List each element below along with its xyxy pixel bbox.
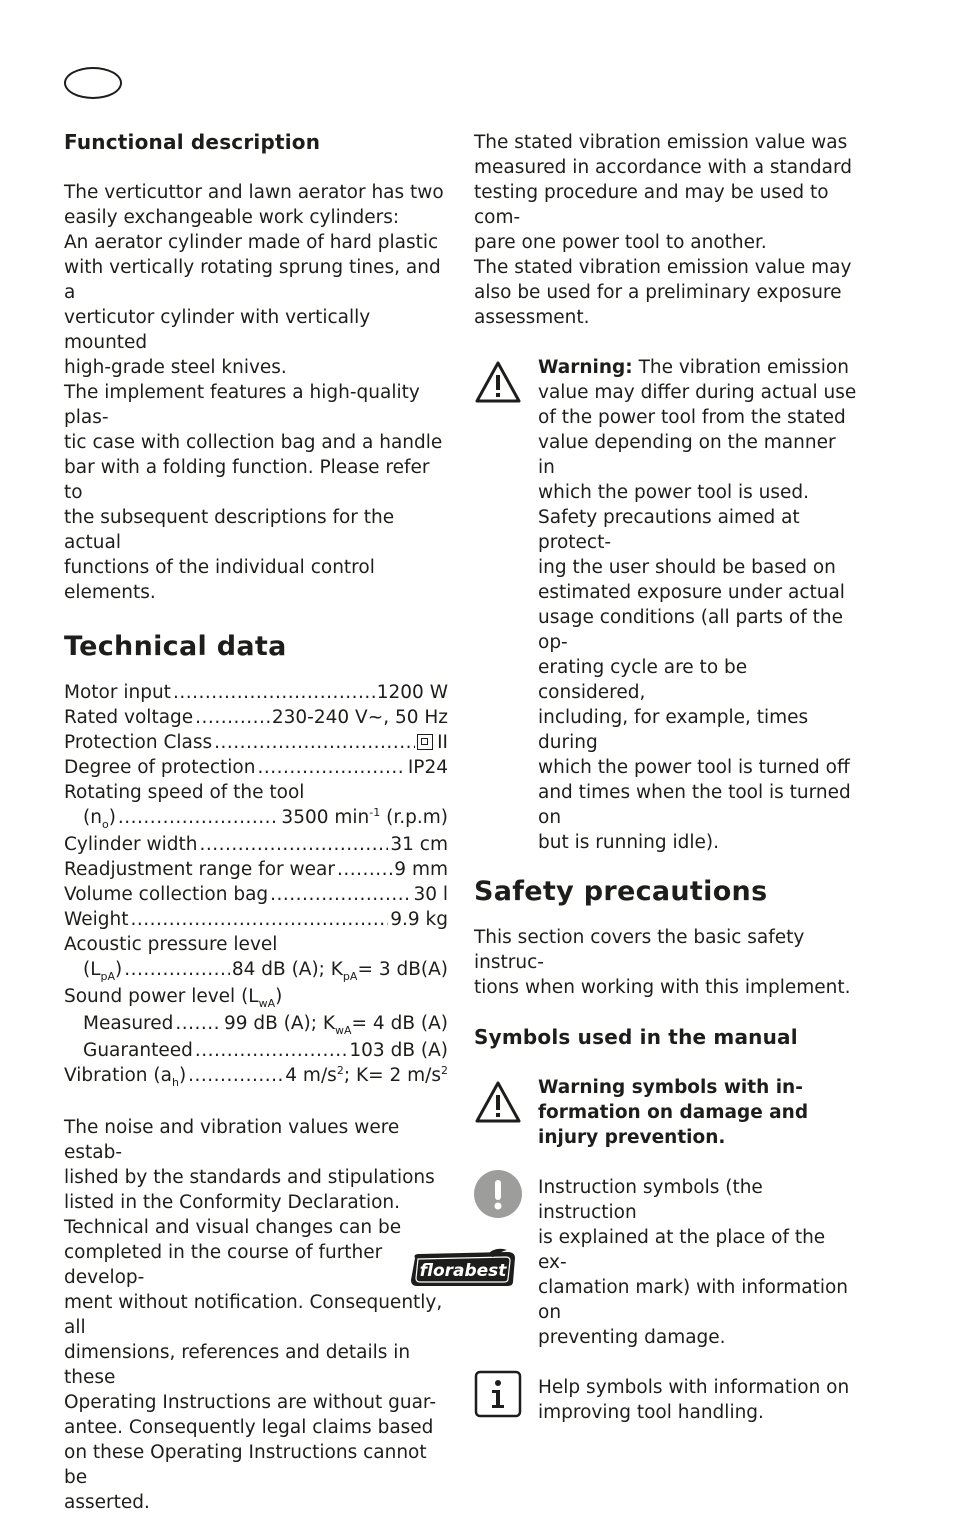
spec-row-weight: Weight ..... 9.9 kg xyxy=(64,907,448,932)
protection-class-icon xyxy=(417,734,433,750)
vibration-emission-text: The stated vibration emission value was measured in accordance with a standard testing procedure and may be used to com- pare one power tool to another. The stated vibration emission value may also be used for a preliminary exposure assessment. xyxy=(474,132,852,328)
noise-vibration-text: The noise and vibration values were estab- lished by the standards and stipulations listed in the Conformity Declaration. Technical and visual changes can be completed in the course of further develop- ment without notification. Consequently, all dimensions, references and details in these Operating Instructions are without guar- antee. Consequently legal claims based on these Operating Instructions cannot be asserted. xyxy=(64,1117,443,1513)
language-badge xyxy=(64,67,122,99)
warning-text: Warning: The vibration emission value may differ during actual use of the power tool from the stated value depending on the manner in which the power tool is used. Safety precautions aimed at protect- ing the user should be based on estimated exposure under actual usage conditions (all parts of the op- erating cycle are to be considered, including, for example, times during which the power tool is turned off and times when the tool is turned on but is running idle). xyxy=(538,357,857,853)
functional-description-text: The verticuttor and lawn aerator has two easily exchangeable work cylinders: An aerator cylinder made of hard plastic with vertically rotating sprung tines, and a verticutor cylinder with vertically mounted high-grade steel knives. The implement features a high-quality plas- tic case with collection bag and a handle bar with a folding function. Please refer to the subsequent descriptions for the actual functions of the individual control elements. xyxy=(64,182,444,603)
spec-row-voltage: Rated voltage ..... 230-240 V~, 50 Hz xyxy=(64,705,448,730)
safety-precautions-text: This section covers the basic safety instruc- tions when working with this implement. xyxy=(474,927,851,998)
symbols-heading: Symbols used in the manual xyxy=(474,1025,798,1049)
spec-row-protection-class: Protection Class ..... II xyxy=(64,730,448,755)
warning-triangle-icon xyxy=(474,359,522,407)
spec-row-sound-label: Sound power level $(L_{wA})$ xyxy=(64,986,283,1010)
spec-row-volume: Volume collection bag ..... 30 l xyxy=(64,882,448,907)
spec-row-degree: Degree of protection ..... IP24 xyxy=(64,755,448,780)
technical-data-heading: Technical data xyxy=(64,631,287,662)
spec-table xyxy=(64,680,448,1090)
info-box-icon xyxy=(474,1370,522,1418)
spec-row-acoustic-label: Acoustic pressure level xyxy=(64,934,278,955)
logo-text: florabest xyxy=(419,1261,507,1281)
spec-row-guaranteed: Guaranteed ..... 103 dB (A) xyxy=(64,1038,448,1063)
safety-precautions-heading: Safety precautions xyxy=(474,876,768,907)
spec-row-cylinder: Cylinder width ..... 31 cm xyxy=(64,832,448,857)
spec-row-motor: Motor input ..... 1200 W xyxy=(64,680,448,705)
symbol-help-block xyxy=(474,1375,858,1425)
warning-label: Warning: xyxy=(538,357,633,378)
spec-row-speed: $(n_o)$ ..... 3500 $\min^{-1} (r.p.m)$ xyxy=(64,805,448,832)
spec-row-speed-label: Rotating speed of the tool xyxy=(64,782,305,803)
florabest-logo xyxy=(407,1248,519,1288)
spec-row-readjust: Readjustment range for wear ..... 9 mm xyxy=(64,857,448,882)
spec-row-vibration: Vibration $(a_h)$ ..... 4 $m/s^2$; K= 2 $m/s^2$ xyxy=(64,1063,448,1090)
spec-row-measured: Measured ..... 99 dB (A); $K_{wA}= 4$ dB (A) xyxy=(64,1011,448,1038)
right-column xyxy=(474,130,858,1425)
functional-description-heading: Functional description xyxy=(64,130,321,154)
symbol-instruction-block xyxy=(474,1175,858,1350)
symbol-help-text: Help symbols with information on improving tool handling. xyxy=(538,1377,850,1423)
exclamation-circle-icon xyxy=(474,1170,522,1218)
symbol-instruction-text: Instruction symbols (the instruction is explained at the place of the ex- clamation mark) with information on preventing damage. xyxy=(538,1177,849,1348)
left-column xyxy=(64,130,448,1515)
symbol-warning-text: Warning symbols with in- formation on damage and injury prevention. xyxy=(538,1077,809,1148)
warning-triangle-icon xyxy=(474,1079,522,1127)
spec-row-acoustic: $(L_{pA})$ ..... 84 dB (A); $K_{pA}= 3$ dB(A) xyxy=(64,957,448,984)
symbol-warning-block xyxy=(474,1075,858,1150)
warning-block xyxy=(474,355,858,855)
